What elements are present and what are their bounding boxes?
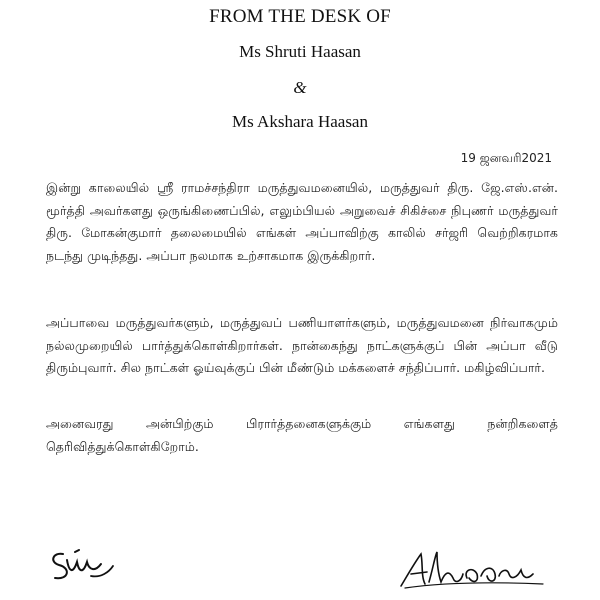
letterhead-name-akshara: Ms Akshara Haasan xyxy=(232,112,368,131)
paragraph-surgery-update: இன்று காலையில் ஸ்ரீ ராமச்சந்திரா மருத்துவமனையில், மருத்துவர் திரு. ஜே.எஸ்.என். மூர்த்தி அவர்களது ஒருங்கிணைப்பில், எலும்பியல் அறுவைச் சிகிச்சை நிபுணர் மருத்துவர் திரு. மோகன்குமார் தலைமையில் எங்கள் அப்பாவிற்கு காலில் சர்ஜரி வெற்றிகரமாக நடந்து முடிந்தது. அப்பா நலமாக உற்சாகமாக இருக்கிறார். xyxy=(46,180,558,263)
paragraph-thanks: அனைவரது அன்பிற்கும் பிரார்த்தனைகளுக்கும் எங்களது நன்றிகளைத் தெரிவித்துக்கொள்கிறோம். xyxy=(46,416,558,454)
letterhead-title: FROM THE DESK OF xyxy=(209,6,391,27)
paragraph-care-update: அப்பாவை மருத்துவர்களும், மருத்துவப் பணியாளர்களும், மருத்துவமனை நிர்வாகமும் நல்லமுறையில் பார்த்துக்கொள்கிறார்கள். நான்கைந்து நாட்களுக்குப் பின் அப்பா வீடு திரும்புவார். சில நாட்கள் ஓய்வுக்குப் பின் மீண்டும் மக்களைச் சந்திப்பார். மகிழ்விப்பார். xyxy=(46,315,558,375)
letter-date: 19 ஜனவரி2021 xyxy=(460,151,552,165)
letterhead-name-shruti: Ms Shruti Haasan xyxy=(239,42,361,61)
signature-right-icon xyxy=(397,548,547,590)
signature-left-icon xyxy=(45,532,117,590)
letterhead-ampersand: & xyxy=(293,78,307,97)
